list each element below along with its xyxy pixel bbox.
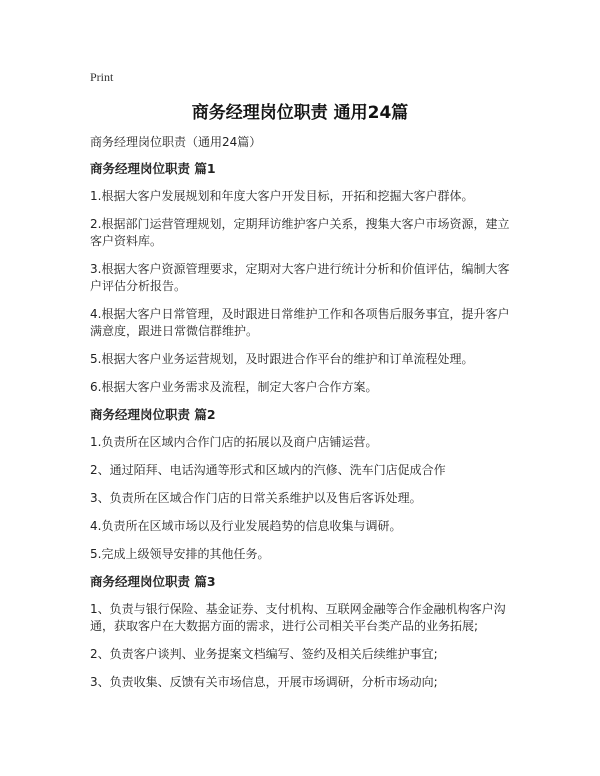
- list-item: 3、负责收集、反馈有关市场信息，开展市场调研，分析市场动向;: [90, 675, 438, 689]
- list-item: 3、负责所在区域合作门店的日常关系维护以及售后客诉处理。: [90, 491, 422, 505]
- document-title: 商务经理岗位职责 通用24篇: [191, 103, 409, 123]
- list-item: 1.根据大客户发展规划和年度大客户开发目标，开拓和挖掘大客户群体。: [90, 189, 474, 203]
- list-item: 1、负责与银行保险、基金证券、支付机构、互联网金融等合作金融机构客户沟通，获取客户在大数据方面的需求，进行公司相关平台类产品的业务拓展;: [90, 602, 506, 633]
- list-item: 4.根据大客户日常管理，及时跟进日常维护工作和各项售后服务事宜，提升客户满意度，跟进日常微信群维护。: [90, 307, 510, 338]
- section-1: [90, 161, 520, 396]
- list-item: 1.负责所在区域内合作门店的拓展以及商户店铺运营。: [90, 435, 378, 449]
- print-link[interactable]: Print: [90, 70, 114, 84]
- section-3: [90, 574, 520, 691]
- list-item: 5.根据大客户业务运营规划，及时跟进合作平台的维护和订单流程处理。: [90, 352, 474, 366]
- list-item: 2.根据部门运营管理规划，定期拜访维护客户关系，搜集大客户市场资源，建立客户资料库。: [90, 217, 510, 248]
- list-item: 2、负责客户谈判、业务提案文档编写、签约及相关后续维护事宜;: [90, 647, 438, 661]
- document-body: [90, 134, 520, 702]
- section-heading: 商务经理岗位职责 篇1: [90, 161, 216, 176]
- list-item: 2、通过陌拜、电话沟通等形式和区域内的汽修、洗车门店促成合作: [90, 463, 446, 477]
- list-item: 5.完成上级领导安排的其他任务。: [90, 547, 270, 561]
- list-item: 3.根据大客户资源管理要求，定期对大客户进行统计分析和价值评估，编制大客户评估分析报告。: [90, 262, 510, 293]
- section-heading: 商务经理岗位职责 篇2: [90, 407, 216, 422]
- section-heading: 商务经理岗位职责 篇3: [90, 574, 216, 589]
- document-subtitle: 商务经理岗位职责（通用24篇）: [90, 135, 262, 149]
- list-item: 6.根据大客户业务需求及流程，制定大客户合作方案。: [90, 380, 378, 394]
- section-2: [90, 407, 520, 563]
- list-item: 4.负责所在区域市场以及行业发展趋势的信息收集与调研。: [90, 519, 402, 533]
